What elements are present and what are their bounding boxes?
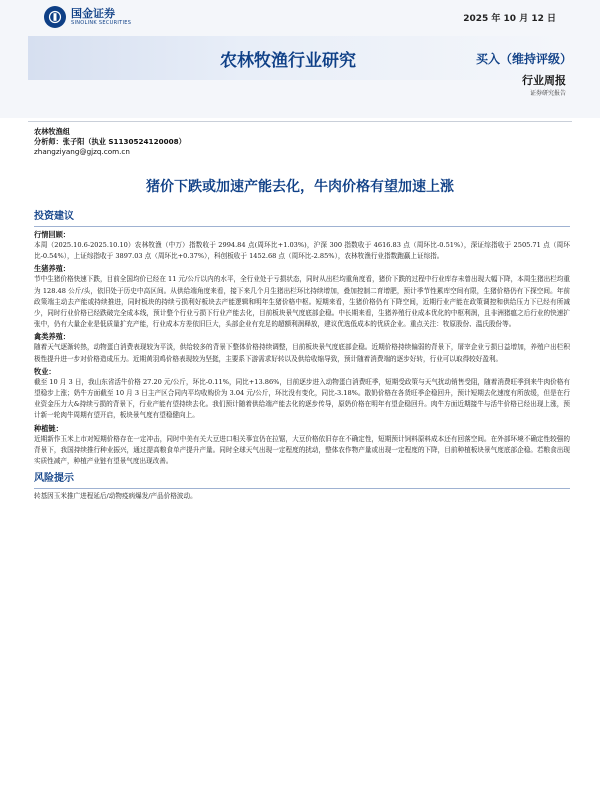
paragraph-seed: 近期新作玉米上市对短期价格存在一定冲击，同时中美有关大豆进口相关事宜仍在拉锯，大豆价格依旧存在不确定性，短期预计饲料原料成本还有回落空间。在外部环境不确定性较强的背景下，我国持续推行种业振兴，通过提高粮食单产提升产量。同时全球天气出现一定程度的扰动，整体农作物产量或出现一定程度的下降，目前种植板块景气度底部企稳。若粮食出现实质性减产，种植产业链有望景气度出现改善。 [34,434,570,466]
section-divider [34,226,570,227]
analyst-email[interactable]: zhangziyang@gjzq.com.cn [34,147,130,156]
paragraph-market: 本周（2025.10.6-2025.10.10）农林牧渔（中万）指数收于 2994.84 点(周环比+1.03%)，沪深 300 指数收于 4616.83 点（周环比-0.51%），深证综指收于 2505.71 点（周环比-0.54%），上证综指收于 3897.03 点（周环比+0.37%），科创板收于 1452.68 点（周环比-2.85%），农林牧渔行业指数跑赢上证综指。 [34,241,570,261]
subsection-title-seed: 种植链： [34,423,63,433]
subsection-title-poultry: 禽类养殖： [34,332,70,342]
report-type: 行业周报 [522,74,566,87]
report-date: 2025 年 10 月 12 日 [463,14,556,24]
brand-name-en: SINOLINK SECURITIES [71,19,132,26]
header-divider [28,121,572,122]
subsection-title-market: 行情回顾： [34,230,70,239]
section-title-invest: 投资建议 [34,211,74,222]
brand-logo [44,6,131,28]
paragraph-poultry: 随着天气逐渐转热，动物蛋白消费表现较为平淡，供给较多的背景下整体价格持续调整，目前板块景气度底部企稳。近期价格持续偏弱的背景下，屠宰企业亏损日益增加，养殖户出栏积极性提升进一步对价格造成压力。近期黄羽鸡价格表现较为坚挺，主要系下游需求好转以及供给收缩导致，预计随着消费端的逐步好转，行业可以取得较好盈利。 [34,343,570,363]
section-title-risk: 风险提示 [34,473,74,485]
report-subtype: 证券研究报告 [529,90,566,97]
analyst-group: 农林牧渔组 [34,127,70,136]
brand-name-cn: 国金证券 [71,6,115,20]
rating-label: 买入（维持评级） [475,52,572,66]
report-headline: 猪价下跌或加速产能去化，牛肉价格有望加速上涨 [146,179,454,195]
analyst-name: 分析师：张子阳（执业 S1130524120008） [34,137,186,146]
paragraph-cattle: 截至 10 月 3 日，我山东省活牛价格 27.20 元/公斤，环比-0.11%，同比+13.86%，目前逐步进入动物蛋白消费旺季，短期受政策与天气扰动销售受阻，随着消费旺季到来牛肉价格有望稳步上涨；奶牛方面截至 10 月 3 日主产区合同内平均收购价为 3.04 元/公斤，环比没有变化，同比-3.18%。散奶价格在各货旺季企稳回升，预计短期去化速度有所放缓，但是在行业资金压力大&持续亏损的背景下，行业产能有望持续去化。我们预计随着供给端产能去化的逐步传导，原奶价格在明年有望企稳回升。肉牛方面近期接牛与活牛价格已经出现上涨，预计新一轮肉牛周期有望开启，板块景气度有望稳健向上。 [34,377,570,420]
subsection-title-pig: 生猪养殖： [34,264,70,274]
paragraph-pig: 节中生猪价格快速下跌，目前全国均价已经在 11 元/公斤以内的水平，全行业处于亏损状态，同时从出栏均重角度看，猪价下跌的过程中行业库存未曾出现大幅下降，本周生猪出栏均重为 128.48 公斤/头，依旧处于历史中高区间。从供给端角度来看，接下来几个月生猪出栏环比持续增加，叠加控制二育增肥，预计季节性累库空间有限，生猪价格仍有下探空间。年前政策端主动去产能或持续推进，同时板块的持续亏损利好板块去产能逻辑和明年生猪价格中枢。短期来看，生猪价格仍有下降空间，近期行业产能在政策调控和供给压力下已经有所减少，同时行业价格已经跌破完全成本线，预计整个行业亏损下行业产能去化，目前板块景气度底部企稳。中长期来看，生猪养殖行业成本优化的中枢利润，且非洲猪瘟之后行业的快速扩张中，仍有大量企业是低质量扩充产能，行业成本方差依旧巨大，头部企业有充足的超额利润释放，建议优选低成本的优质企业。重点关注：牧原股份、温氏股份等。 [34,275,570,329]
industry-title: 农林牧渔行业研究 [220,51,356,71]
section-divider [34,488,570,489]
report-body [34,210,570,502]
analyst-block [34,127,434,157]
paragraph-risk: 转基因玉米推广进程延后/动物疫病爆发/产品价格波动。 [34,492,197,501]
subsection-title-cattle: 牧业： [34,366,56,376]
brand-logo-icon [44,6,66,28]
report-header [0,0,600,118]
